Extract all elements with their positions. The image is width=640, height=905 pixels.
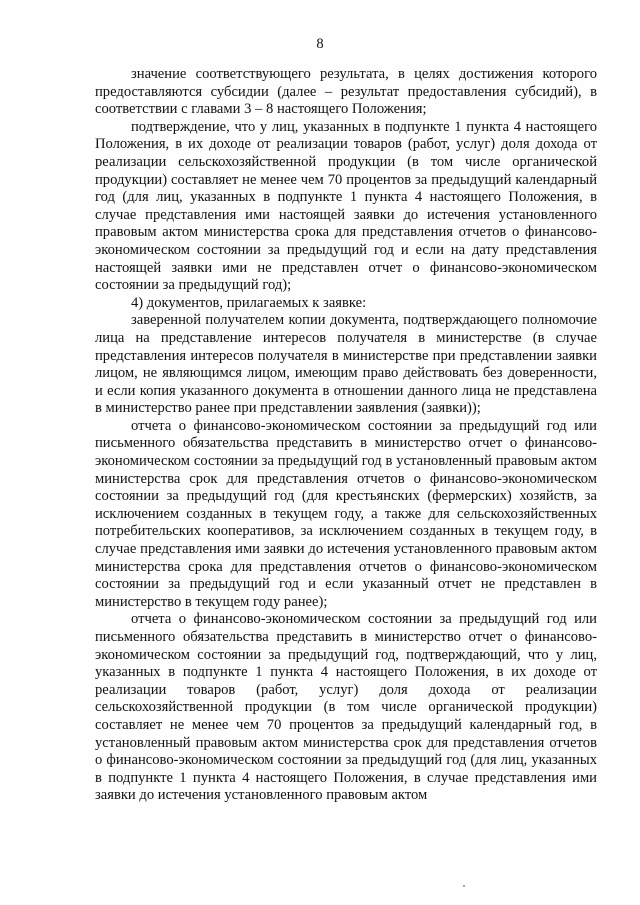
paragraph-financial-report-income: отчета о финансово-экономическом состоянии за предыдущий год или письменного обязательства представить в министерство отчет о финансово-экономическом состоянии за предыдущий год, подтверждающий, что у лиц, указанных в подпункте 1 пункта 4 настоящего Положения, в их доходе от реализации товаров (работ, услуг) доля дохода от реализации сельскохозяйственной продукции (в том числе органической продукции) составляет не менее чем 70 процентов за предыдущий календарный год, в установленный правовым актом министерства срок для представления отчетов о финансово-экономическом состоянии за предыдущий год (для лиц, указанных в подпункте 1 пункта 4 настоящего Положения, в случае представления ими заявки до истечения установленного правовым актом	[95, 611, 597, 804]
paragraph-result-value: значение соответствующего результата, в целях достижения которого предоставляются субсидии (далее – результат предоставления субсидий), в соответствии с главами 3 – 8 настоящего Положения;	[95, 66, 597, 118]
paragraph-financial-report-farms: отчета о финансово-экономическом состоянии за предыдущий год или письменного обязательства представить в министерство отчет о финансово-экономическом состоянии за предыдущий год в установленный правовым актом министерства срок для представления отчетов о финансово-экономическом состоянии за предыдущий год (для крестьянских (фермерских) хозяйств, за исключением созданных в текущем году, а также для сельскохозяйственных потребительских кооперативов, за исключением созданных в текущем году, в случае представления ими заявки до истечения установленного правовым актом министерства срока для представления отчетов о финансово-экономическом состоянии за предыдущий год и если указанный отчет не представлен в министерство в текущем году ранее);	[95, 417, 597, 610]
paragraph-authority-copy: заверенной получателем копии документа, подтверждающего полномочие лица на представление интересов получателя в министерстве (в случае представления интересов получателя в министерстве при представлении заявки лицом, не являющимся лицом, имеющим право действовать без доверенности, и если копия указанного документа в отношении данного лица не представлена в министерство ранее при представлении заявления (заявки));	[95, 312, 597, 417]
paragraph-income-confirmation: подтверждение, что у лиц, указанных в подпункте 1 пункта 4 настоящего Положения, в их доходе от реализации товаров (работ, услуг) доля дохода от реализации сельскохозяйственной продукции (в том числе органической продукции) составляет не менее чем 70 процентов за предыдущий календарный год (для лиц, указанных в подпункте 1 пункта 4 настоящего Положения, в случае представления ими настоящей заявки до истечения установленного правовым актом министерства срока для представления отчетов о финансово-экономическом состоянии за предыдущий год и если на дату представления настоящей заявки ими не представлен отчет о финансово-экономическом состоянии за предыдущий год);	[95, 118, 597, 294]
document-body	[95, 66, 597, 805]
paragraph-documents-heading: 4) документов, прилагаемых к заявке:	[131, 294, 367, 311]
page-number: 8	[316, 36, 324, 52]
scan-artifact	[463, 885, 465, 887]
